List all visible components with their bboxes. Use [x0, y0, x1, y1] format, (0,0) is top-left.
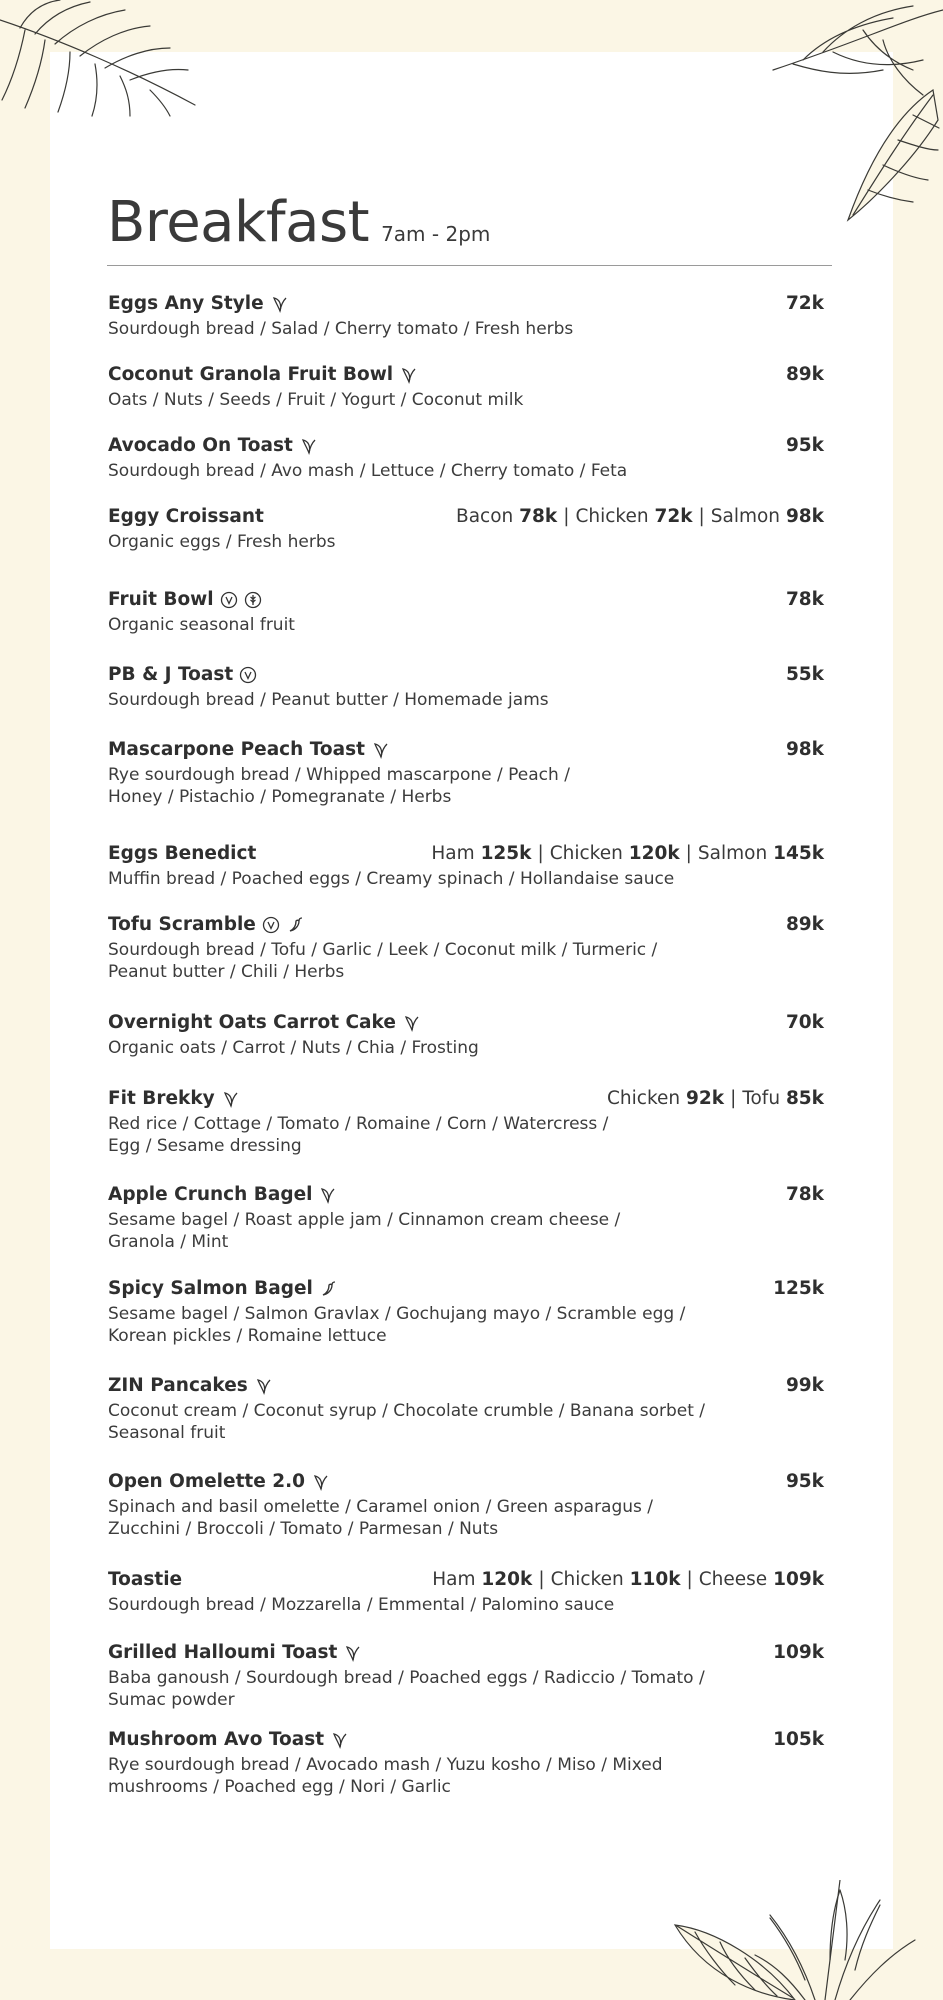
option-separator: |	[538, 1569, 545, 1590]
option-price: 145k	[773, 843, 824, 864]
option-price: 120k	[628, 843, 680, 864]
menu-item-price: 78k	[785, 1184, 824, 1205]
option-price: 98k	[785, 506, 824, 527]
menu-item	[108, 506, 824, 553]
menu-item	[108, 843, 824, 890]
menu-item-name	[108, 1471, 329, 1492]
v-circle-icon	[262, 916, 280, 934]
menu-item-price: 89k	[785, 364, 824, 385]
menu-item-description: Muffin bread / Poached eggs / Creamy spinach / Hollandaise sauce	[108, 869, 675, 889]
menu-item-description: Spinach and basil omelette / Caramel onion / Green asparagus / Zucchini / Broccoli / Tomato / Parmesan / Nuts	[108, 1497, 654, 1539]
leaf-icon	[330, 1731, 348, 1749]
menu-item-price: 125k	[773, 1278, 824, 1299]
service-hours: 7am - 2pm	[381, 222, 491, 246]
option-separator: |	[686, 1569, 693, 1590]
menu-item-description: Rye sourdough bread / Avocado mash / Yuzu kosho / Miso / Mixed mushrooms / Poached egg / Nori / Garlic	[108, 1755, 663, 1797]
menu-item	[108, 435, 824, 482]
option-label: Salmon	[710, 506, 781, 527]
menu-item	[108, 1184, 824, 1253]
option-price: 72k	[654, 506, 693, 527]
option-price: 85k	[785, 1088, 824, 1109]
option-label: Salmon	[697, 843, 768, 864]
menu-item-price: 78k	[785, 589, 824, 610]
menu-item-name	[108, 1278, 337, 1299]
chili-icon	[319, 1280, 337, 1298]
menu-item-name	[108, 1012, 420, 1033]
menu-item	[108, 739, 824, 808]
menu-item-name-text: PB & J Toast	[108, 664, 234, 685]
menu-item-name-text: Tofu Scramble	[108, 914, 256, 935]
leaf-icon	[270, 295, 288, 313]
option-price: 78k	[519, 506, 558, 527]
menu-item-price: 95k	[785, 1471, 824, 1492]
menu-item-price-options	[432, 1569, 824, 1590]
menu-item-price: 99k	[785, 1375, 824, 1396]
menu-item-name	[108, 1375, 272, 1396]
menu-item-name	[108, 664, 257, 685]
menu-item-description: Coconut cream / Coconut syrup / Chocolate crumble / Banana sorbet / Seasonal fruit	[108, 1401, 706, 1443]
menu-item-price-options	[607, 1088, 824, 1109]
menu-item-name-text: Fruit Bowl	[108, 589, 214, 610]
menu-item	[108, 1569, 824, 1616]
menu-item-price: 95k	[785, 435, 824, 456]
menu-item-description: Organic seasonal fruit	[108, 615, 295, 635]
leaf-icon	[402, 1014, 420, 1032]
menu-item-price: 105k	[773, 1729, 824, 1750]
menu-item-name	[108, 739, 389, 760]
option-separator: |	[685, 843, 692, 864]
leaf-icon	[343, 1644, 361, 1662]
menu-item-name-text: ZIN Pancakes	[108, 1375, 248, 1396]
menu-item-name-text: Grilled Halloumi Toast	[108, 1642, 338, 1663]
option-label: Chicken	[550, 1569, 624, 1590]
menu-item-price: 72k	[785, 293, 824, 314]
menu-item-description: Oats / Nuts / Seeds / Fruit / Yogurt / Coconut milk	[108, 390, 524, 410]
menu-item-name-text: Eggs Any Style	[108, 293, 264, 314]
leaf-icon	[299, 437, 317, 455]
heading-divider	[107, 265, 832, 266]
menu-item-price: 89k	[785, 914, 824, 935]
option-separator: |	[537, 843, 544, 864]
leaf-icon	[371, 741, 389, 759]
v-circle-icon	[220, 591, 238, 609]
menu-item	[108, 914, 824, 983]
menu-item-price: 98k	[785, 739, 824, 760]
menu-heading	[107, 190, 490, 255]
option-label: Chicken	[575, 506, 649, 527]
option-separator: |	[698, 506, 705, 527]
menu-item	[108, 293, 824, 340]
option-label: Ham	[431, 843, 475, 864]
menu-item-name	[108, 364, 417, 385]
option-label: Chicken	[607, 1088, 681, 1109]
menu-item	[108, 664, 824, 711]
menu-item-name-text: Open Omelette 2.0	[108, 1471, 306, 1492]
menu-item-name	[108, 1184, 336, 1205]
menu-item-description: Sourdough bread / Salad / Cherry tomato / Fresh herbs	[108, 319, 574, 339]
menu-item-name	[108, 1088, 239, 1109]
menu-item-name-text: Eggs Benedict	[108, 843, 257, 864]
menu-item-price-options	[456, 506, 824, 527]
section-title: Breakfast	[107, 190, 370, 255]
menu-item-description: Organic eggs / Fresh herbs	[108, 532, 336, 552]
menu-item-name-text: Eggy Croissant	[108, 506, 264, 527]
option-price: 109k	[773, 1569, 824, 1590]
menu-item	[108, 1471, 824, 1540]
menu-item-description: Sourdough bread / Peanut butter / Homemade jams	[108, 690, 549, 710]
menu-item-name-text: Fit Brekky	[108, 1088, 215, 1109]
menu-item-name-text: Mushroom Avo Toast	[108, 1729, 325, 1750]
menu-item-name	[108, 1729, 348, 1750]
option-label: Ham	[432, 1569, 476, 1590]
option-label: Chicken	[549, 843, 623, 864]
menu-item-name-text: Coconut Granola Fruit Bowl	[108, 364, 394, 385]
menu-item-name	[108, 843, 256, 864]
menu-item	[108, 1642, 824, 1711]
menu-item-name	[108, 914, 304, 935]
option-price: 92k	[686, 1088, 725, 1109]
menu-item-description: Sourdough bread / Avo mash / Lettuce / Cherry tomato / Feta	[108, 461, 628, 481]
leaf-icon	[399, 366, 417, 384]
menu-item	[108, 364, 824, 411]
menu-item-description: Rye sourdough bread / Whipped mascarpone / Peach / Honey / Pistachio / Pomegranate / Herbs	[108, 765, 570, 807]
menu-item-name	[108, 589, 262, 610]
menu-item-description: Red rice / Cottage / Tomato / Romaine / Corn / Watercress / Egg / Sesame dressing	[108, 1114, 609, 1156]
menu-item-price: 109k	[773, 1642, 824, 1663]
option-label: Cheese	[698, 1569, 768, 1590]
menu-item-name	[108, 1642, 361, 1663]
option-label: Tofu	[742, 1088, 781, 1109]
menu-item	[108, 1375, 824, 1444]
menu-item-name	[108, 435, 317, 456]
menu-item-name	[108, 293, 288, 314]
leaf-icon	[318, 1186, 336, 1204]
option-price: 120k	[481, 1569, 533, 1590]
option-separator: |	[563, 506, 570, 527]
leaf-icon	[254, 1377, 272, 1395]
leaf-icon	[311, 1473, 329, 1491]
menu-item-name-text: Avocado On Toast	[108, 435, 293, 456]
menu-item-name	[108, 506, 264, 527]
v-circle-icon	[239, 666, 257, 684]
menu-item-description: Sourdough bread / Tofu / Garlic / Leek / Coconut milk / Turmeric / Peanut butter / Chili / Herbs	[108, 940, 658, 982]
menu-item-name-text: Overnight Oats Carrot Cake	[108, 1012, 396, 1033]
menu-item-description: Baba ganoush / Sourdough bread / Poached eggs / Radiccio / Tomato / Sumac powder	[108, 1668, 705, 1710]
menu-item-name	[108, 1569, 182, 1590]
menu-item-name-text: Apple Crunch Bagel	[108, 1184, 313, 1205]
menu-item-description: Sesame bagel / Salmon Gravlax / Gochujang mayo / Scramble egg / Korean pickles / Romaine lettuce	[108, 1304, 686, 1346]
menu-item-name-text: Mascarpone Peach Toast	[108, 739, 365, 760]
menu-item	[108, 1012, 824, 1059]
option-separator: |	[730, 1088, 737, 1109]
menu-item-description: Organic oats / Carrot / Nuts / Chia / Frosting	[108, 1038, 479, 1058]
menu-item-price: 55k	[785, 664, 824, 685]
menu-item-price-options	[431, 843, 824, 864]
menu-item-price: 70k	[785, 1012, 824, 1033]
chili-icon	[286, 916, 304, 934]
leaf-icon	[221, 1090, 239, 1108]
option-price: 125k	[480, 843, 532, 864]
option-label: Bacon	[456, 506, 514, 527]
menu-item	[108, 1088, 824, 1157]
menu-item	[108, 589, 824, 636]
menu-item-name-text: Spicy Salmon Bagel	[108, 1278, 313, 1299]
menu-item	[108, 1278, 824, 1347]
menu-item-name-text: Toastie	[108, 1569, 183, 1590]
no-wheat-icon	[244, 591, 262, 609]
menu-item	[108, 1729, 824, 1798]
option-price: 110k	[629, 1569, 681, 1590]
menu-item-description: Sesame bagel / Roast apple jam / Cinnamon cream cheese / Granola / Mint	[108, 1210, 621, 1252]
menu-item-description: Sourdough bread / Mozzarella / Emmental / Palomino sauce	[108, 1595, 615, 1615]
